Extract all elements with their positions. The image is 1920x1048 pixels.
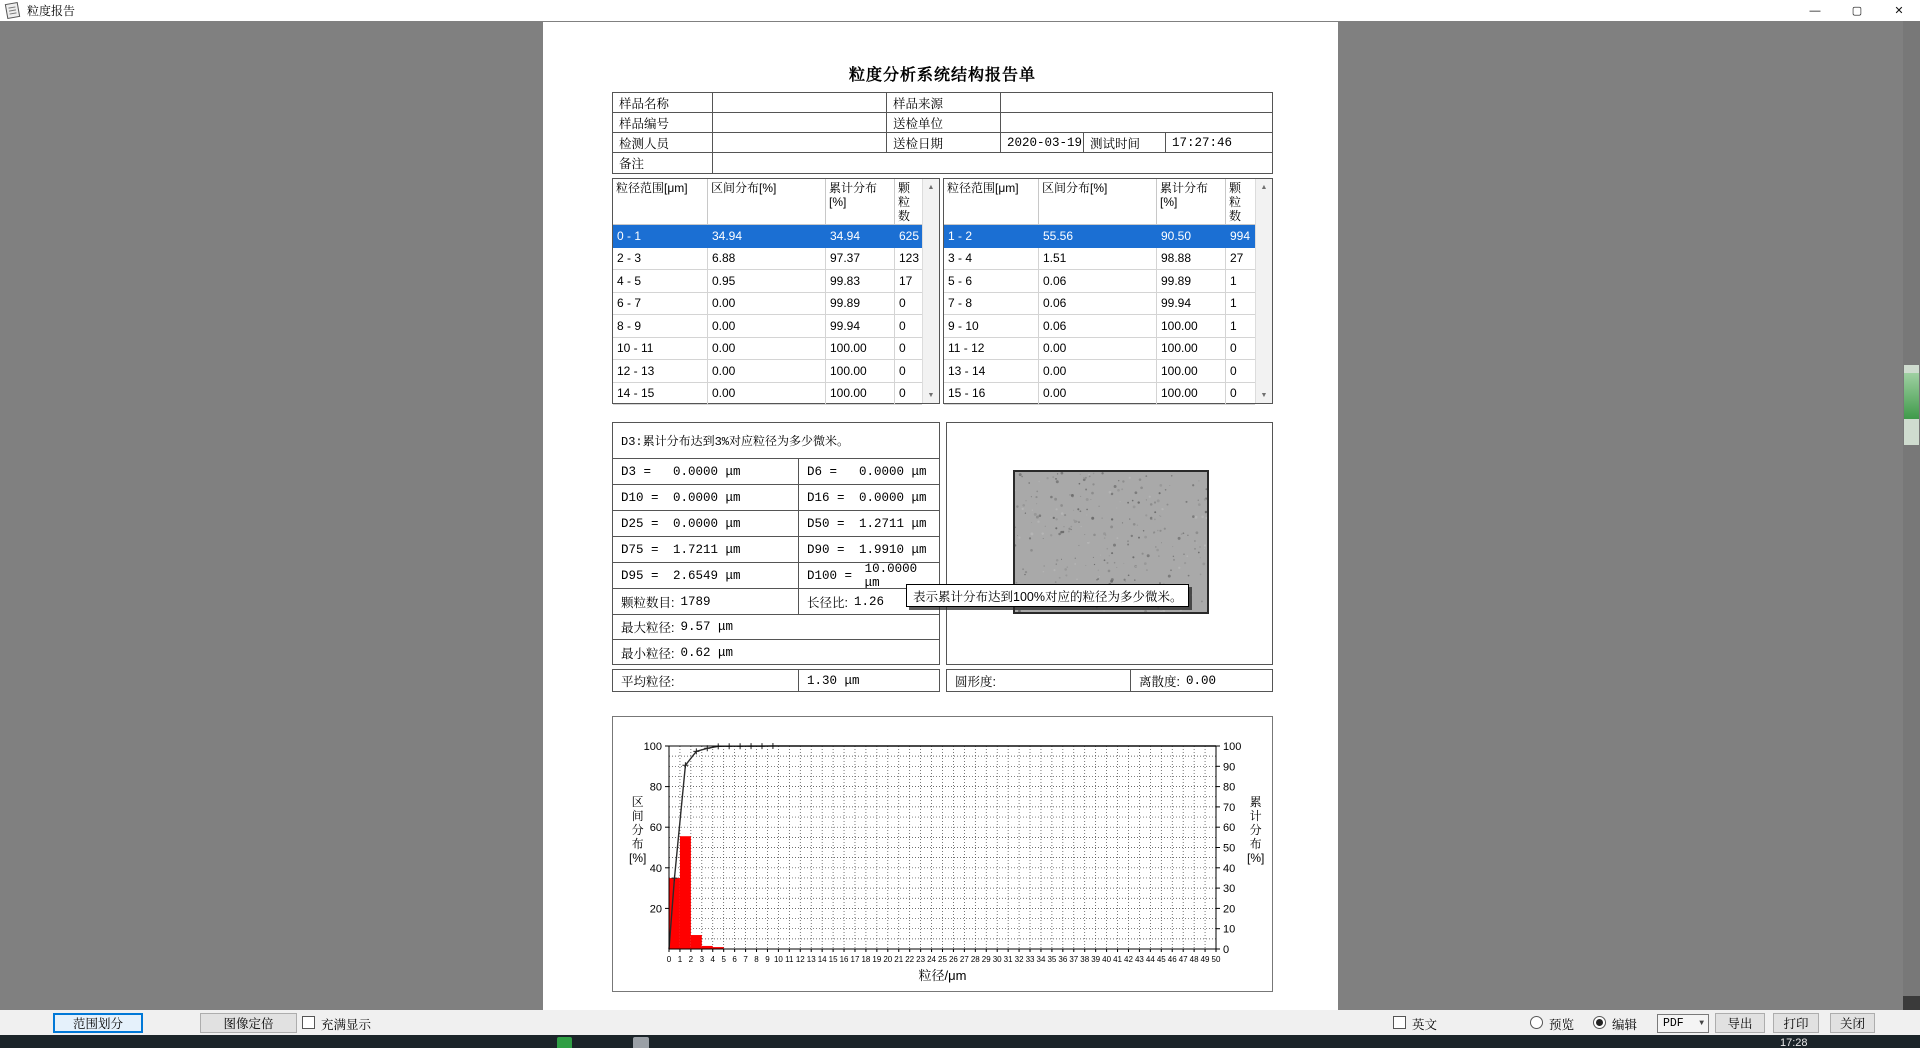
microscope-image-box — [946, 422, 1273, 665]
table-cell: 0 — [1226, 338, 1255, 361]
table-cell: 0.06 — [1039, 315, 1157, 338]
table-header — [944, 179, 1255, 225]
svg-text:26: 26 — [948, 955, 958, 964]
print-button[interactable]: 打印 — [1773, 1013, 1819, 1033]
y-axis-right-label: 累 计 分 布 [%] — [1247, 795, 1265, 865]
sample-no-label: 样品编号 — [613, 113, 713, 132]
table-cell: 0 — [895, 360, 922, 383]
table-row[interactable] — [944, 225, 1255, 248]
d6-label: D6 = — [807, 464, 838, 479]
table-cell: 97.37 — [826, 248, 895, 271]
table-row[interactable] — [944, 293, 1255, 316]
svg-text:34: 34 — [1036, 955, 1046, 964]
table-cell: 4 - 5 — [613, 270, 708, 293]
info-row — [613, 153, 1272, 173]
svg-text:14: 14 — [817, 955, 827, 964]
svg-text:8: 8 — [754, 955, 759, 964]
table-cell: 0.06 — [1039, 270, 1157, 293]
app-icon — [5, 2, 20, 19]
svg-text:15: 15 — [828, 955, 838, 964]
taskbar-icon[interactable] — [633, 1037, 649, 1048]
svg-text:6: 6 — [732, 955, 737, 964]
d75-label: D75 = — [621, 542, 659, 557]
table-cell: 99.89 — [826, 293, 895, 316]
svg-text:100: 100 — [643, 741, 662, 753]
table-row[interactable] — [613, 270, 922, 293]
svg-text:35: 35 — [1047, 955, 1057, 964]
svg-text:25: 25 — [938, 955, 947, 964]
scrollbar-highlight — [1904, 373, 1919, 419]
count-row — [613, 589, 939, 615]
window-scrollbar[interactable] — [1903, 21, 1920, 1010]
d-row — [613, 563, 939, 589]
table-cell: 100.00 — [826, 338, 895, 361]
range-divide-button[interactable]: 范围划分 — [53, 1013, 143, 1033]
table-row[interactable] — [944, 315, 1255, 338]
table-cell: 9 - 10 — [944, 315, 1039, 338]
svg-text:2: 2 — [688, 955, 694, 964]
d50-value: 1.2711 μm — [859, 516, 927, 531]
size-table-left — [612, 178, 940, 404]
average-size-row — [612, 669, 940, 692]
tooltip: 表示累计分布达到100%对应的粒径为多少微米。 — [906, 584, 1189, 607]
svg-text:30: 30 — [992, 955, 1002, 964]
d50-label: D50 = — [807, 516, 845, 531]
svg-text:90: 90 — [1223, 761, 1236, 774]
d90-label: D90 = — [807, 542, 845, 557]
sample-source-label: 样品来源 — [887, 93, 1001, 112]
svg-text:80: 80 — [649, 781, 662, 794]
circularity-row — [946, 669, 1273, 692]
d95-label: D95 = — [621, 568, 659, 583]
remark-value[interactable] — [713, 153, 1272, 173]
table-cell: 0 — [895, 315, 922, 338]
table-cell: 8 - 9 — [613, 315, 708, 338]
d3-label: D3 = — [621, 464, 652, 479]
svg-text:31: 31 — [1003, 955, 1013, 964]
window-title: 粒度报告 — [27, 4, 76, 18]
d-row — [613, 511, 939, 537]
col-count: 颗粒数 — [1229, 181, 1242, 223]
format-select[interactable] — [1657, 1014, 1709, 1033]
table-cell: 0 — [895, 338, 922, 361]
max-size-value: 9.57 μm — [680, 620, 733, 634]
svg-text:33: 33 — [1025, 955, 1035, 964]
table-row[interactable] — [613, 383, 922, 406]
table-cell: 123 — [895, 248, 922, 271]
table-cell: 0.00 — [708, 338, 826, 361]
sample-no-value[interactable] — [713, 113, 887, 132]
unit-value[interactable] — [1001, 113, 1272, 132]
d95-value: 2.6549 μm — [673, 568, 741, 583]
table-cell: 1 — [1226, 315, 1255, 338]
table-row[interactable] — [944, 383, 1255, 406]
svg-text:0: 0 — [1223, 944, 1230, 956]
col-range: 粒径范围[μm] — [613, 179, 708, 225]
svg-text:4: 4 — [710, 955, 715, 964]
table-cell: 13 - 14 — [944, 360, 1039, 383]
svg-text:49: 49 — [1200, 955, 1210, 964]
table-cell: 6.88 — [708, 248, 826, 271]
col-interval: 区间分布[%] — [1039, 179, 1157, 225]
d16-label: D16 = — [807, 490, 845, 505]
svg-text:70: 70 — [1223, 801, 1236, 814]
d-row — [613, 485, 939, 511]
svg-text:23: 23 — [916, 955, 926, 964]
svg-text:0: 0 — [666, 955, 672, 964]
d-note-row — [613, 423, 939, 459]
scroll-up-icon[interactable]: ▲ — [1256, 179, 1272, 195]
inspector-label: 检测人员 — [613, 133, 713, 152]
minimize-button[interactable]: — — [1809, 4, 1821, 17]
table-scrollbar[interactable] — [1255, 179, 1272, 403]
table-cell: 14 - 15 — [613, 383, 708, 406]
date-label: 送检日期 — [887, 133, 1001, 152]
table-cell: 2 - 3 — [613, 248, 708, 271]
table-cell: 0.00 — [708, 360, 826, 383]
table-cell: 0.00 — [708, 383, 826, 406]
scroll-up-icon[interactable]: ▲ — [923, 179, 939, 195]
d10-label: D10 = — [621, 490, 659, 505]
close-icon[interactable]: ✕ — [1894, 5, 1904, 17]
particle-count-label: 颗粒数目: — [621, 595, 675, 610]
table-cell: 55.56 — [1039, 225, 1157, 248]
svg-text:37: 37 — [1069, 955, 1079, 964]
table-cell: 99.83 — [826, 270, 895, 293]
svg-text:3: 3 — [699, 955, 705, 964]
svg-text:22: 22 — [905, 955, 915, 964]
date-value: 2020-03-19 — [1001, 133, 1084, 152]
max-size-row — [613, 615, 939, 640]
svg-text:44: 44 — [1145, 955, 1155, 964]
d16-value: 0.0000 μm — [859, 490, 927, 505]
svg-text:21: 21 — [894, 955, 904, 964]
svg-text:38: 38 — [1080, 955, 1090, 964]
svg-text:28: 28 — [970, 955, 980, 964]
svg-text:43: 43 — [1134, 955, 1144, 964]
fill-display-checkbox[interactable] — [302, 1016, 315, 1029]
table-cell: 100.00 — [826, 383, 895, 406]
image-scale-button[interactable]: 图像定倍 — [200, 1013, 297, 1033]
taskbar-icon[interactable] — [557, 1037, 572, 1048]
page-title: 粒度分析系统结构报告单 — [848, 67, 1036, 84]
svg-text:50: 50 — [1223, 842, 1236, 855]
sample-info-table — [612, 92, 1273, 174]
min-size-label: 最小粒径: — [621, 647, 675, 661]
svg-text:40: 40 — [1102, 955, 1112, 964]
d-row — [613, 537, 939, 563]
svg-text:50: 50 — [1211, 955, 1221, 964]
english-label: 英文 — [1412, 1018, 1438, 1032]
svg-text:27: 27 — [959, 955, 969, 964]
svg-text:19: 19 — [872, 955, 882, 964]
table-cell: 100.00 — [1157, 315, 1226, 338]
table-cell: 90.50 — [1157, 225, 1226, 248]
table-cell: 625 — [895, 225, 922, 248]
preview-label: 预览 — [1549, 1018, 1575, 1032]
sample-source-value[interactable] — [1001, 93, 1272, 112]
d25-label: D25 = — [621, 516, 659, 531]
table-cell: 0.95 — [708, 270, 826, 293]
table-row[interactable] — [944, 338, 1255, 361]
col-range: 粒径范围[μm] — [944, 179, 1039, 225]
table-row[interactable] — [944, 248, 1255, 271]
table-cell: 100.00 — [1157, 338, 1226, 361]
table-cell: 12 - 13 — [613, 360, 708, 383]
svg-text:100: 100 — [1223, 741, 1242, 753]
chevron-down-icon: ▼ — [1699, 1019, 1704, 1028]
svg-text:32: 32 — [1014, 955, 1024, 964]
min-size-row — [613, 640, 939, 666]
table-row[interactable] — [613, 248, 922, 271]
table-cell: 27 — [1226, 248, 1255, 271]
svg-text:80: 80 — [1223, 781, 1236, 794]
info-row — [613, 133, 1272, 153]
svg-text:48: 48 — [1189, 955, 1199, 964]
svg-text:40: 40 — [649, 862, 662, 875]
table-row[interactable] — [944, 270, 1255, 293]
table-cell: 99.94 — [826, 315, 895, 338]
aspect-ratio-label: 长径比: — [807, 595, 848, 610]
avg-size-label: 平均粒径: — [621, 674, 675, 689]
edit-label: 编辑 — [1612, 1018, 1638, 1032]
svg-text:1: 1 — [677, 955, 683, 964]
svg-text:16: 16 — [839, 955, 849, 964]
table-cell: 15 - 16 — [944, 383, 1039, 406]
table-cell: 0 — [895, 293, 922, 316]
svg-text:10: 10 — [1223, 923, 1236, 936]
svg-text:47: 47 — [1178, 955, 1188, 964]
window-controls — [1794, 0, 1920, 21]
d-row — [613, 459, 939, 485]
table-row[interactable] — [613, 338, 922, 361]
bottom-toolbar — [0, 1010, 1920, 1035]
d10-value: 0.0000 μm — [673, 490, 741, 505]
min-size-value: 0.62 μm — [680, 646, 733, 660]
table-cell: 100.00 — [1157, 360, 1226, 383]
svg-text:10: 10 — [773, 955, 783, 964]
format-select-value: PDF — [1663, 1017, 1684, 1030]
table-row[interactable] — [613, 293, 922, 316]
svg-text:39: 39 — [1091, 955, 1101, 964]
d100-label: D100 = — [807, 568, 853, 583]
svg-text:46: 46 — [1167, 955, 1177, 964]
col-interval: 区间分布[%] — [708, 179, 826, 225]
svg-text:11: 11 — [785, 955, 794, 964]
col-count: 颗粒数 — [898, 181, 911, 223]
report-page — [543, 22, 1338, 1010]
svg-text:41: 41 — [1113, 955, 1122, 964]
svg-text:36: 36 — [1058, 955, 1068, 964]
svg-text:29: 29 — [981, 955, 991, 964]
table-cell: 0.00 — [708, 293, 826, 316]
d25-value: 0.0000 μm — [673, 516, 741, 531]
table-cell: 0.06 — [1039, 293, 1157, 316]
svg-text:60: 60 — [649, 822, 662, 835]
table-cell: 6 - 7 — [613, 293, 708, 316]
svg-text:42: 42 — [1124, 955, 1133, 964]
table-cell: 0.00 — [1039, 360, 1157, 383]
table-cell: 0 - 1 — [613, 225, 708, 248]
svg-text:30: 30 — [1223, 883, 1236, 896]
table-cell: 0 — [895, 383, 922, 406]
particle-count-value: 1789 — [680, 594, 711, 609]
info-row — [613, 93, 1272, 113]
table-cell: 100.00 — [826, 360, 895, 383]
table-cell: 0.00 — [1039, 383, 1157, 406]
table-cell: 0.00 — [708, 315, 826, 338]
sample-name-label: 样品名称 — [613, 93, 713, 112]
circularity-label: 圆形度: — [955, 674, 996, 689]
preview-radio[interactable] — [1530, 1016, 1543, 1029]
avg-size-value: 1.30 μm — [807, 673, 860, 688]
size-table-right — [943, 178, 1273, 404]
svg-text:13: 13 — [806, 955, 816, 964]
table-cell: 98.88 — [1157, 248, 1226, 271]
table-cell: 34.94 — [708, 225, 826, 248]
svg-text:5: 5 — [721, 955, 726, 964]
table-cell: 100.00 — [1157, 383, 1226, 406]
table-row[interactable] — [613, 225, 922, 248]
close-button[interactable]: 关闭 — [1830, 1013, 1875, 1033]
table-cell: 5 - 6 — [944, 270, 1039, 293]
english-checkbox[interactable] — [1393, 1016, 1406, 1029]
svg-text:45: 45 — [1156, 955, 1166, 964]
sample-name-value[interactable] — [713, 93, 887, 112]
d100-value: 10.0000 μm — [864, 563, 918, 588]
svg-text:12: 12 — [795, 955, 805, 964]
table-cell: 7 - 8 — [944, 293, 1039, 316]
table-header — [613, 179, 922, 225]
edit-radio[interactable] — [1593, 1016, 1606, 1029]
svg-text:20: 20 — [883, 955, 893, 964]
svg-text:20: 20 — [1223, 903, 1236, 916]
taskbar-clock: 17:28 — [1780, 1037, 1808, 1048]
table-row[interactable] — [944, 360, 1255, 383]
col-cumulative: 累计分布[%] — [826, 179, 895, 225]
table-cell: 1 — [1226, 270, 1255, 293]
scrollbar-bottom-cap — [1903, 996, 1920, 1010]
y-axis-left-label: 区 间 分 布 [%] — [629, 795, 647, 865]
d3-value: 0.0000 μm — [673, 464, 741, 479]
table-cell: 1.51 — [1039, 248, 1157, 271]
table-cell: 11 - 12 — [944, 338, 1039, 361]
svg-text:18: 18 — [861, 955, 871, 964]
svg-text:40: 40 — [1223, 862, 1236, 875]
dispersion-value: 0.00 — [1185, 673, 1216, 688]
table-cell: 17 — [895, 270, 922, 293]
table-cell: 3 - 4 — [944, 248, 1039, 271]
table-cell: 99.94 — [1157, 293, 1226, 316]
table-cell: 0 — [1226, 360, 1255, 383]
scroll-down-icon[interactable]: ▼ — [1256, 387, 1272, 403]
svg-text:粒径/μm: 粒径/μm — [918, 968, 967, 983]
distribution-chart — [612, 716, 1273, 992]
table-cell: 994 — [1226, 225, 1255, 248]
table-row[interactable] — [613, 360, 922, 383]
svg-text:9: 9 — [765, 955, 770, 964]
export-button[interactable]: 导出 — [1715, 1013, 1765, 1033]
d90-value: 1.9910 μm — [859, 542, 927, 557]
maximize-button[interactable]: ▢ — [1851, 5, 1863, 17]
title-bar — [0, 0, 1920, 21]
fill-display-label: 充满显示 — [321, 1018, 372, 1032]
svg-text:60: 60 — [1223, 822, 1236, 835]
unit-label: 送检单位 — [887, 113, 1001, 132]
table-cell: 0.00 — [1039, 338, 1157, 361]
chart-canvas — [613, 717, 1274, 993]
table-row[interactable] — [613, 315, 922, 338]
inspector-value[interactable] — [713, 133, 887, 152]
time-value: 17:27:46 — [1172, 135, 1233, 150]
max-size-label: 最大粒径: — [621, 621, 675, 635]
scroll-down-icon[interactable]: ▼ — [923, 387, 939, 403]
remark-label: 备注 — [613, 153, 713, 173]
d6-value: 0.0000 μm — [859, 464, 927, 479]
info-row — [613, 113, 1272, 133]
d-values-box — [612, 422, 940, 665]
taskbar-strip — [0, 1035, 1920, 1048]
table-cell: 34.94 — [826, 225, 895, 248]
table-scrollbar[interactable] — [922, 179, 939, 403]
table-cell: 1 — [1226, 293, 1255, 316]
table-cell: 99.89 — [1157, 270, 1226, 293]
dispersion-label: 离散度: — [1139, 674, 1180, 689]
svg-text:7: 7 — [743, 955, 748, 964]
table-cell: 1 - 2 — [944, 225, 1039, 248]
col-cumulative: 累计分布[%] — [1157, 179, 1226, 225]
table-cell: 10 - 11 — [613, 338, 708, 361]
document-canvas — [0, 21, 1920, 1010]
svg-text:20: 20 — [649, 903, 662, 916]
d75-value: 1.7211 μm — [673, 542, 741, 557]
d-note: D3:累计分布达到3%对应粒径为多少微米。 — [621, 435, 850, 449]
time-label: 测试时间 — [1084, 133, 1166, 152]
table-cell: 0 — [1226, 383, 1255, 406]
aspect-ratio-value: 1.26 — [853, 594, 884, 609]
svg-text:17: 17 — [850, 955, 860, 964]
svg-text:24: 24 — [927, 955, 937, 964]
